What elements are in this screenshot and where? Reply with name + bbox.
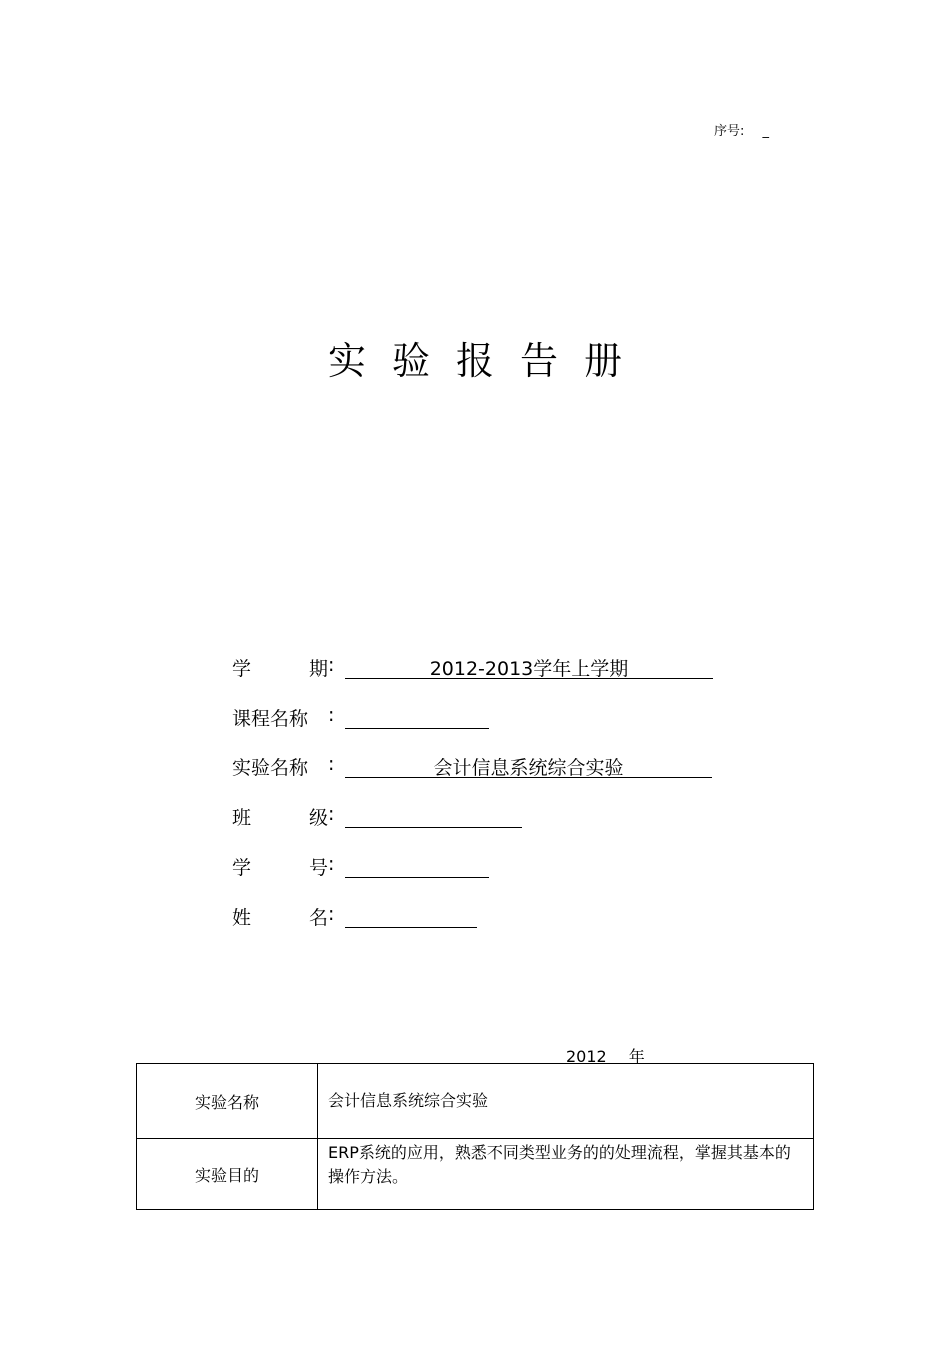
field-label — [232, 903, 328, 930]
field-colon: : — [328, 903, 335, 925]
field-label: 课程名称 — [232, 708, 309, 730]
field-label: 实验名称 — [232, 757, 309, 779]
field-value[interactable] — [345, 803, 522, 828]
row-value: 会计信息系统综合实验 — [318, 1064, 814, 1139]
row-header: 实验目的 — [137, 1139, 318, 1210]
field-colon: : — [328, 704, 335, 726]
year-value: 2012 — [566, 1047, 607, 1066]
field-colon: : — [328, 853, 335, 875]
field-colon: : — [328, 654, 335, 676]
label-char: 班 — [232, 807, 252, 829]
label-char: 姓 — [232, 907, 252, 929]
serial-label: 序号: — [714, 124, 745, 139]
serial-value: _ — [762, 124, 770, 139]
row-value: ERP系统的应用，熟悉不同类型业务的的处理流程，掌握其基本的操作方法。 — [318, 1139, 814, 1210]
label-char: 级 — [308, 807, 328, 829]
experiment-info-table — [136, 1063, 814, 1210]
label-char: 期 — [308, 658, 328, 680]
field-label — [232, 803, 328, 830]
label-char: 学 — [232, 658, 252, 680]
report-title: 实验报告册 — [327, 339, 648, 383]
field-label — [232, 654, 328, 681]
field-colon: : — [328, 803, 335, 825]
table-row — [137, 1064, 814, 1139]
label-char: 号 — [308, 857, 328, 879]
field-value[interactable] — [345, 903, 477, 928]
field-value[interactable] — [345, 704, 489, 729]
field-colon: : — [328, 753, 335, 775]
serial-number — [714, 120, 769, 139]
year-unit: 年 — [628, 1047, 645, 1066]
field-value[interactable] — [345, 853, 489, 878]
label-char: 名 — [308, 907, 328, 929]
field-value[interactable]: 会计信息系统综合实验 — [345, 753, 712, 778]
row-header: 实验名称 — [137, 1064, 318, 1139]
table-row — [137, 1139, 814, 1210]
field-label — [232, 853, 328, 880]
field-value[interactable]: 2012-2013学年上学期 — [345, 654, 713, 679]
label-char: 学 — [232, 857, 252, 879]
